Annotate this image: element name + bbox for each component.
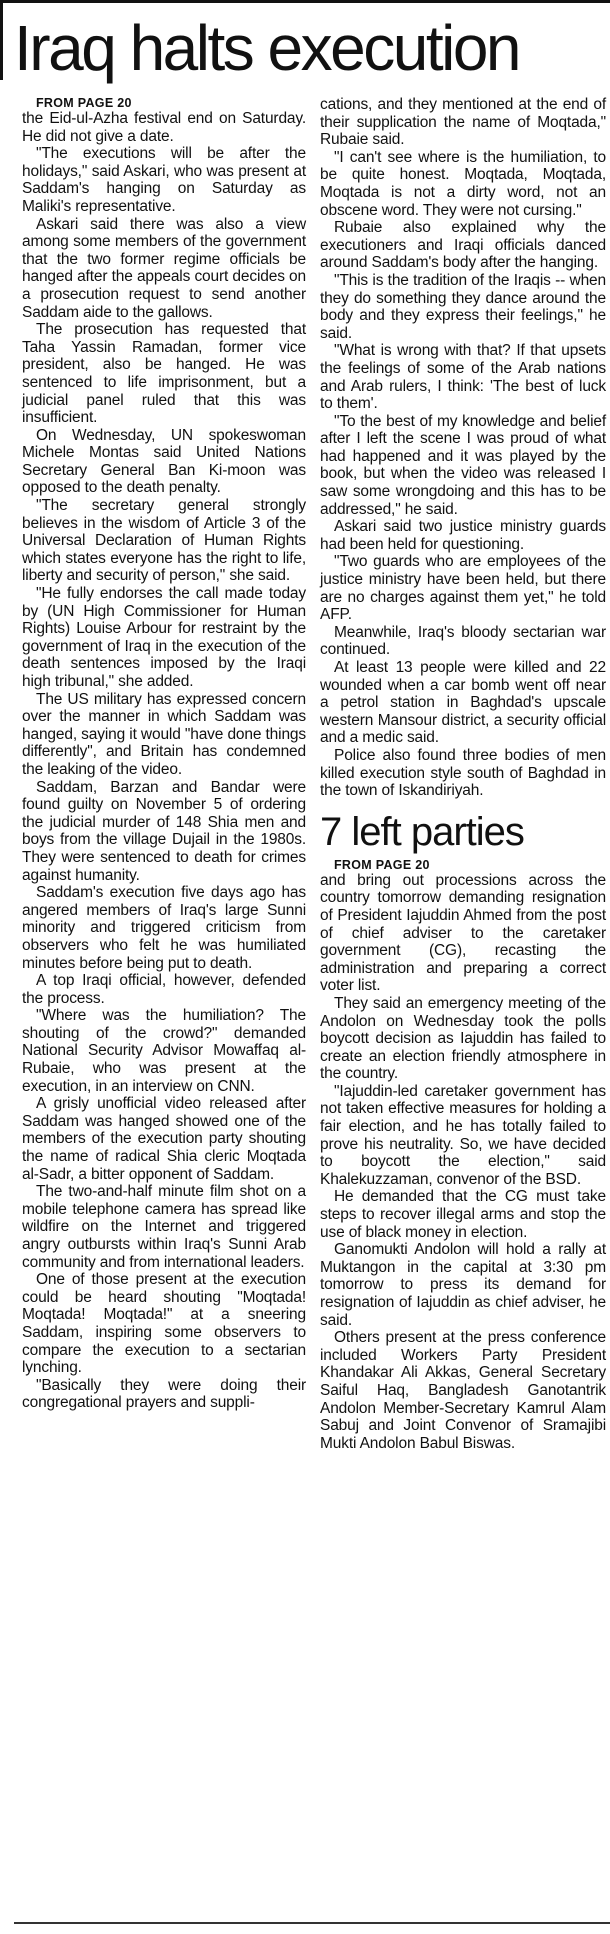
paragraph: They said an emergency meeting of the Andolon on Wednesday took the polls boycott decision as Iajuddin has failed to create an election friendly atmosphere in the country. bbox=[320, 994, 606, 1083]
paragraph: Ganomukti Andolon will hold a rally at Muktangon in the capital at 3:30 pm tomorrow to press its demand for resignation of Iajuddin as chief adviser, he said. bbox=[320, 1241, 606, 1329]
paragraph: "Iajuddin-led caretaker government has not taken effective measures for holding a fair election, and he has totally failed to prove his neutrality. So, we have decided to boycott the election," said Khalekuzzaman, convenor of the BSD. bbox=[320, 1082, 606, 1188]
paragraph: "What is wrong with that? If that upsets the feelings of some of the Arab nations and Arab rulers, I think: 'The best of luck to them'. bbox=[320, 342, 606, 413]
paragraph: Police also found three bodies of men killed execution style south of Baghdad in the town of Iskandiriyah. bbox=[320, 746, 606, 800]
paragraph: A grisly unofficial video released after Saddam was hanged showed one of the members of the execution party shouting the name of radical Shia cleric Moqtada al-Sadr, a bitter opponent of Saddam. bbox=[22, 1095, 306, 1183]
paragraph: Rubaie also explained why the executioners and Iraqi officials danced around Saddam's body after the hanging. bbox=[320, 219, 606, 272]
left-border-rule bbox=[0, 0, 3, 80]
paragraph: On Wednesday, UN spokeswoman Michele Montas said United Nations Secretary General Ban Ki-moon was opposed to the death penalty. bbox=[22, 426, 306, 497]
from-page-label: FROM PAGE 20 bbox=[334, 857, 430, 872]
paragraph: Others present at the press conference included Workers Party President Khandakar Ali Akkas, General Secretary Saiful Haq, Bangladesh Ganotantrik Andolon Member-Secretary Kamrul Alam Sabuj and Joint Convenor of Sramajibi Mukti Andolon Babul Biswas. bbox=[320, 1329, 606, 1452]
paragraph: "I can't see where is the humiliation, to be quite honest. Moqtada, Moqtada, Moqtada is not a dirty word, not an obscene word. They were not cursing." bbox=[320, 148, 606, 219]
paragraph: "The executions will be after the holidays," said Askari, who was present at Saddam's hanging on Saturday as Maliki's representative. bbox=[22, 145, 306, 215]
paragraph: "Basically they were doing their congregational prayers and suppli- bbox=[22, 1376, 306, 1412]
paragraph: The US military has expressed concern over the manner in which Saddam was hanged, saying it would "have done things differently", and Britain has condemned the leaking of the video. bbox=[22, 690, 306, 778]
top-border-rule bbox=[0, 0, 610, 3]
secondary-headline: 7 left parties bbox=[320, 809, 524, 854]
paragraph: "Where was the humiliation? The shouting of the crowd?" demanded National Security Advisor Mowaffaq al-Rubaie, who was present at the execution, in an interview on CNN. bbox=[22, 1007, 306, 1095]
paragraph: "He fully endorses the call made today by (UN High Commissioner for Human Rights) Louise Arbour for restraint by the government of Iraq in the execution of the death sentences imposed by the Iraqi high tribunal," she added. bbox=[22, 585, 306, 690]
paragraph: The prosecution has requested that Taha Yassin Ramadan, former vice president, also be hanged. He was sentenced to life imprisonment, but a judicial panel ruled that this was insufficient. bbox=[22, 321, 306, 427]
paragraph: Askari said there was also a view among some members of the government that the two former regime officials be hanged after the appeals court decides on a prosecution request to send another Saddam aide to the gallows. bbox=[22, 215, 306, 321]
paragraph: "To the best of my knowledge and belief after I left the scene I was proud of what had happened and it was played by the book, but when the video was released I saw some wrongdoing and this has to be addressed," he said. bbox=[320, 412, 606, 518]
article-iraq-left-column bbox=[22, 96, 306, 1412]
paragraph: "The secretary general strongly believes in the wisdom of Article 3 of the Universal Declaration of Human Rights which states everyone has the right to life, liberty and security of person," she said. bbox=[22, 497, 306, 585]
from-page-label: FROM PAGE 20 bbox=[36, 96, 132, 110]
paragraph: One of those present at the execution could be heard shouting "Moqtada! Moqtada! Moqtada!" at a sneering Saddam, inspiring some observers to compare the execution to a sectarian lynching. bbox=[22, 1271, 306, 1377]
paragraph: A top Iraqi official, however, defended the process. bbox=[22, 972, 306, 1007]
paragraph: Saddam's execution five days ago has angered members of Iraq's large Sunni minority and triggered criticism from observers who felt he was humiliated minutes before being put to death. bbox=[22, 884, 306, 972]
paragraph: the Eid-ul-Azha festival end on Saturday. He did not give a date. bbox=[22, 110, 306, 145]
paragraph: "Two guards who are employees of the justice ministry have been held, but there are no charges against them yet," he told AFP. bbox=[320, 553, 606, 624]
paragraph: "This is the tradition of the Iraqis -- when they do something they dance around the body and they express their feelings," he said. bbox=[320, 271, 606, 342]
main-headline: Iraq halts execution bbox=[14, 12, 519, 84]
paragraph: Askari said two justice ministry guards had been held for questioning. bbox=[320, 518, 606, 553]
paragraph: Saddam, Barzan and Bandar were found guilty on November 5 of ordering the judicial murder of 148 Shia men and boys from the village Dujail in the 1980s. They were sentenced to death for crimes against humanity. bbox=[22, 778, 306, 884]
paragraph: cations, and they mentioned at the end of their supplication the name of Moqtada," Rubaie said. bbox=[320, 96, 606, 149]
paragraph: and bring out processions across the country tomorrow demanding resignation of President Iajuddin Ahmed from the post of chief adviser to the caretaker government (CG), recasting the administration and preparing a correct voter list. bbox=[320, 871, 606, 995]
paragraph: He demanded that the CG must take steps to recover illegal arms and stop the use of black money in election. bbox=[320, 1188, 606, 1241]
paragraph: The two-and-half minute film shot on a mobile telephone camera has spread like wildfire on the Internet and triggered angry outbursts within Iraq's Sunni Arab community and from international leaders. bbox=[22, 1183, 306, 1271]
paragraph: Meanwhile, Iraq's bloody sectarian war continued. bbox=[320, 623, 606, 659]
article-iraq-right-column bbox=[320, 96, 606, 1452]
bottom-border-rule bbox=[14, 1922, 610, 1924]
paragraph: At least 13 people were killed and 22 wounded when a car bomb went off near a petrol station in Baghdad's upscale western Mansour district, a security official and a medic said. bbox=[320, 659, 606, 747]
